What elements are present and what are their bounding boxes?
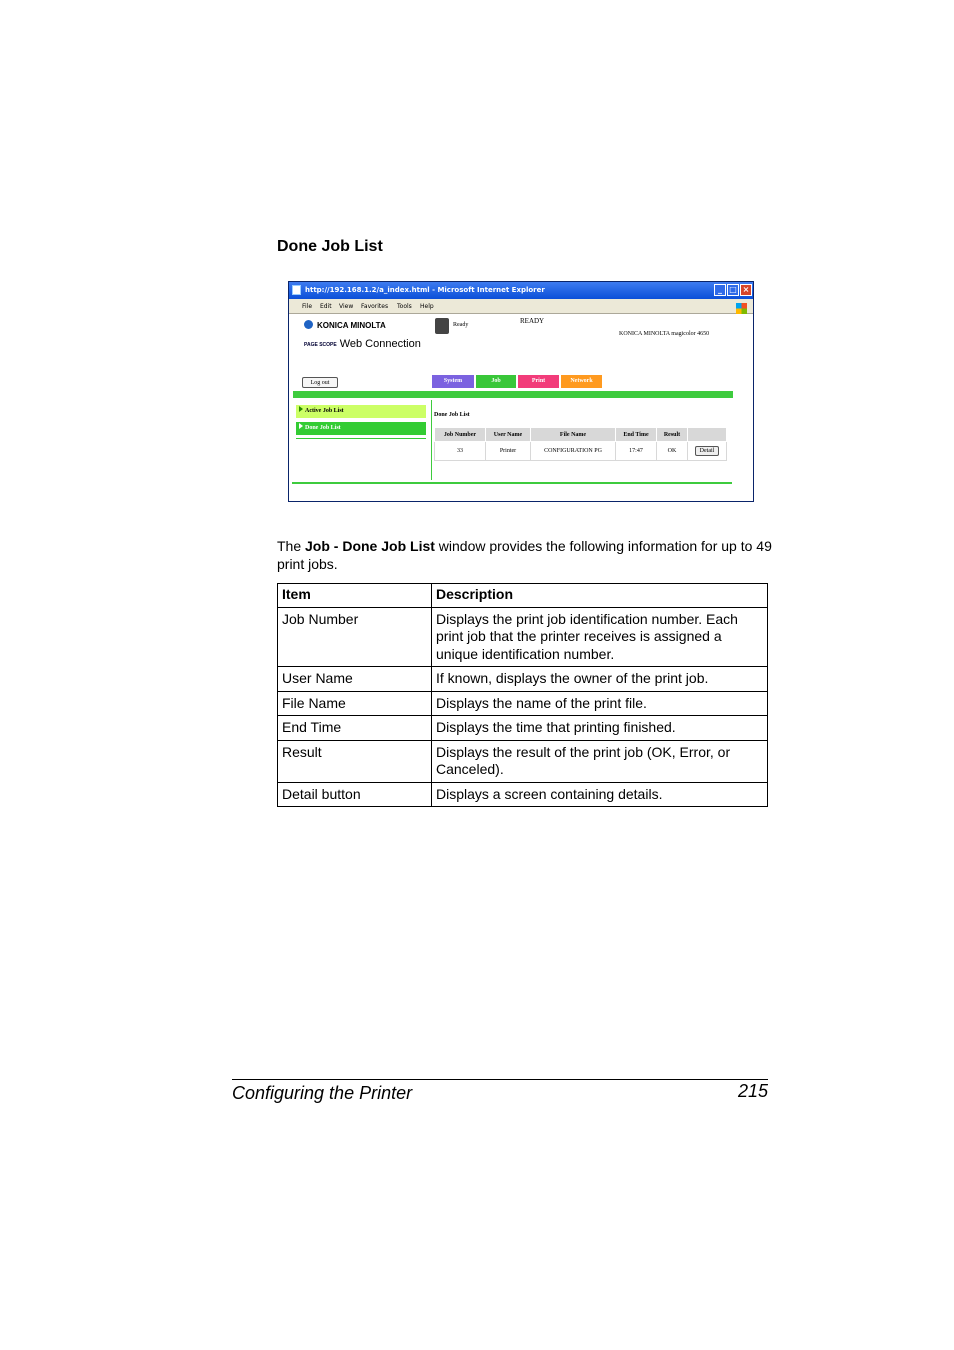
sidebar-item-active-job-list[interactable] <box>296 405 426 418</box>
cell-user-name: Printer <box>486 442 531 461</box>
title-bar <box>289 282 753 299</box>
web-connection-logo <box>304 338 421 350</box>
menu-view[interactable]: View <box>339 303 354 310</box>
header-description: Description <box>432 584 768 608</box>
item-cell: Job Number <box>278 607 432 667</box>
col-file-name: File Name <box>531 428 616 442</box>
tab-print[interactable]: Print <box>518 375 559 388</box>
maximize-icon[interactable]: □ <box>727 284 739 296</box>
close-icon[interactable]: × <box>740 284 752 296</box>
item-cell: End Time <box>278 716 432 741</box>
table-header-row <box>278 584 768 608</box>
description-cell: Displays the print job identification number. Each print job that the printer receives is assigned a unique identification number. <box>432 607 768 667</box>
content-title: Done Job List <box>434 412 470 418</box>
description-cell: If known, displays the owner of the print job. <box>432 667 768 692</box>
cell-result: OK <box>657 442 688 461</box>
sidebar-item-label: Done Job List <box>305 425 341 431</box>
intro-paragraph <box>277 537 777 573</box>
pagescope-badge: PAGE SCOPE <box>304 342 337 348</box>
browser-screenshot <box>288 281 754 502</box>
section-title: Done Job List <box>277 238 383 255</box>
menu-tools[interactable]: Tools <box>397 303 412 310</box>
bottom-bar <box>292 482 732 484</box>
ie-icon <box>292 285 301 295</box>
menu-file[interactable]: File <box>302 303 313 310</box>
table-row <box>278 607 768 667</box>
header-item: Item <box>278 584 432 608</box>
intro-suffix: window provides the following information for up to 49 print jobs. <box>277 538 772 572</box>
status-small: Ready <box>453 322 469 328</box>
sidebar-item-done-job-list[interactable] <box>296 422 426 435</box>
description-cell: Displays the time that printing finished. <box>432 716 768 741</box>
printer-model: KONICA MINOLTA magicolor 4650 <box>619 331 710 337</box>
detail-button[interactable]: Detail <box>695 446 720 456</box>
sidebar-divider <box>296 438 426 439</box>
description-cell: Displays a screen containing details. <box>432 782 768 807</box>
window-title: http://192.168.1.2/a_index.html - Microsoft Internet Explorer <box>305 286 545 294</box>
description-cell: Displays the result of the print job (OK, Error, or Canceled). <box>432 740 768 782</box>
page-number: 215 <box>737 1081 768 1101</box>
konica-minolta-logo-icon <box>304 320 313 329</box>
table-row <box>278 716 768 741</box>
brand-logo <box>304 320 386 330</box>
tab-job[interactable]: Job <box>476 375 516 388</box>
col-detail <box>688 428 727 442</box>
table-row <box>278 782 768 807</box>
brand-name: KONICA MINOLTA <box>317 321 386 330</box>
intro-window-name: Job - Done Job List <box>305 538 435 554</box>
printer-icon <box>435 318 449 334</box>
menu-help[interactable]: Help <box>420 303 434 310</box>
footer-chapter-title: Configuring the Printer <box>232 1083 413 1103</box>
arrow-right-icon <box>299 423 303 429</box>
web-connection-text: Web Connection <box>339 338 421 350</box>
description-cell: Displays the name of the print file. <box>432 691 768 716</box>
table-header-row <box>435 428 727 442</box>
col-job-number: Job Number <box>435 428 486 442</box>
cell-detail <box>688 442 727 461</box>
logout-button[interactable]: Log out <box>302 377 338 388</box>
description-table <box>277 583 768 807</box>
windows-logo-icon <box>736 303 747 314</box>
intro-prefix: The <box>277 538 306 554</box>
arrow-right-icon <box>299 406 303 412</box>
item-cell: User Name <box>278 667 432 692</box>
cell-file-name: CONFIGURATION PG <box>531 442 616 461</box>
item-cell: Result <box>278 740 432 782</box>
cell-job-number: 33 <box>435 442 486 461</box>
table-row <box>278 740 768 782</box>
item-cell: Detail button <box>278 782 432 807</box>
tab-network[interactable]: Network <box>561 375 602 388</box>
cell-end-time: 17:47 <box>616 442 657 461</box>
table-row <box>278 691 768 716</box>
content-divider <box>431 400 432 480</box>
col-result: Result <box>657 428 688 442</box>
tab-underline-bar <box>293 391 733 398</box>
done-job-table <box>434 427 727 461</box>
sidebar-item-label: Active Job List <box>305 408 344 414</box>
col-end-time: End Time <box>616 428 657 442</box>
menu-favorites[interactable]: Favorites <box>361 303 389 310</box>
tab-system[interactable]: System <box>432 375 474 388</box>
table-row <box>278 667 768 692</box>
col-user-name: User Name <box>486 428 531 442</box>
menu-edit[interactable]: Edit <box>320 303 332 310</box>
item-cell: File Name <box>278 691 432 716</box>
menu-bar <box>289 299 753 314</box>
footer-rule <box>232 1079 768 1080</box>
status-ready: READY <box>520 317 545 325</box>
minimize-icon[interactable]: _ <box>714 284 726 296</box>
table-row <box>435 442 727 461</box>
web-page <box>292 314 750 500</box>
